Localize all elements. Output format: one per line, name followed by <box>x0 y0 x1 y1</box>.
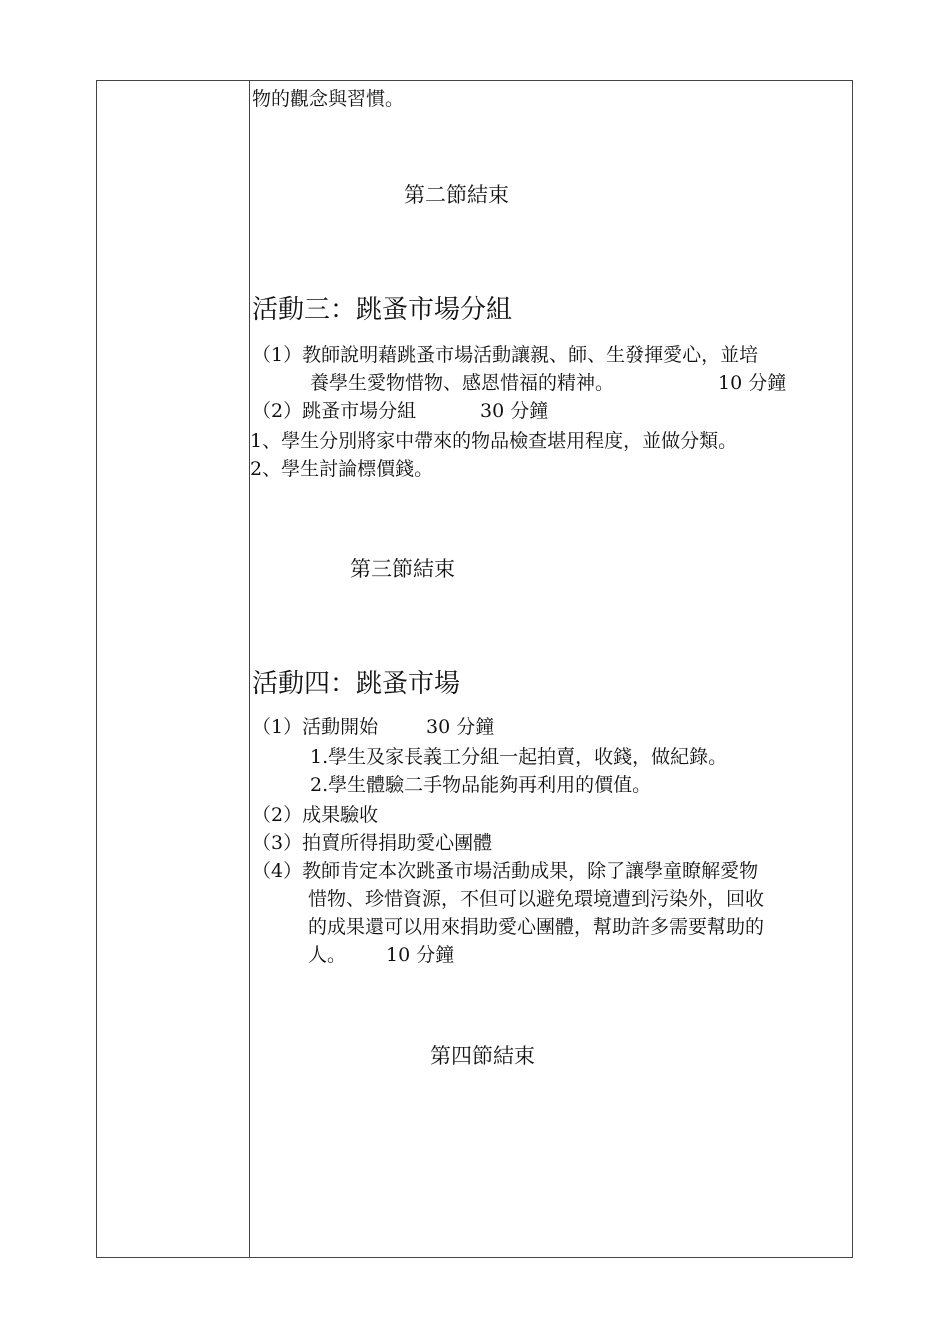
activity4-title: 活動四：跳蚤市場 <box>252 669 461 699</box>
activity3-item1-time: 10 分鐘 <box>718 372 787 394</box>
activity4-item4-line1: （4）教師肯定本次跳蚤市場活動成果，除了讓學童瞭解愛物 <box>252 860 759 882</box>
right-column-cell <box>250 81 852 1257</box>
activity4-item1: （1）活動開始 <box>252 716 379 738</box>
activity3-step1: 1、學生分別將家中帶來的物品檢查堪用程度，並做分類。 <box>250 430 738 452</box>
activity4-item4-line2: 惜物、珍惜資源，不但可以避免環境遭到污染外，回收 <box>308 888 765 910</box>
activity4-sub2: 2.學生體驗二手物品能夠再利用的價值。 <box>310 774 652 796</box>
activity3-item2: （2）跳蚤市場分組 <box>252 400 417 422</box>
activity4-sub1: 1.學生及家長義工分組一起拍賣，收錢，做紀錄。 <box>310 746 728 768</box>
section-end-2: 第二節結束 <box>404 183 509 207</box>
activity3-item2-time: 30 分鐘 <box>480 400 549 422</box>
activity3-step2: 2、學生討論標價錢。 <box>250 458 434 480</box>
activity4-item1-time: 30 分鐘 <box>426 716 495 738</box>
activity4-item4-line3: 的成果還可以用來捐助愛心團體，幫助許多需要幫助的 <box>308 916 765 938</box>
section-end-3: 第三節結束 <box>350 557 455 581</box>
activity4-item3: （3）拍賣所得捐助愛心團體 <box>252 832 493 854</box>
activity3-title: 活動三：跳蚤市場分組 <box>252 295 513 325</box>
section-end-4: 第四節結束 <box>430 1044 535 1068</box>
activity3-item1-line2: 養學生愛物惜物、感恩惜福的精神。 <box>310 372 615 394</box>
activity3-item1-line1: （1）教師說明藉跳蚤市場活動讓親、師、生發揮愛心，並培 <box>252 344 759 366</box>
activity4-item4-time: 10 分鐘 <box>386 944 455 966</box>
activity4-item4-line4: 人。 <box>308 944 347 966</box>
left-column-cell <box>97 81 250 1257</box>
activity4-item2: （2）成果驗收 <box>252 804 379 826</box>
lesson-table <box>96 80 853 1258</box>
intro-tail-text: 物的觀念與習慣。 <box>252 88 405 110</box>
